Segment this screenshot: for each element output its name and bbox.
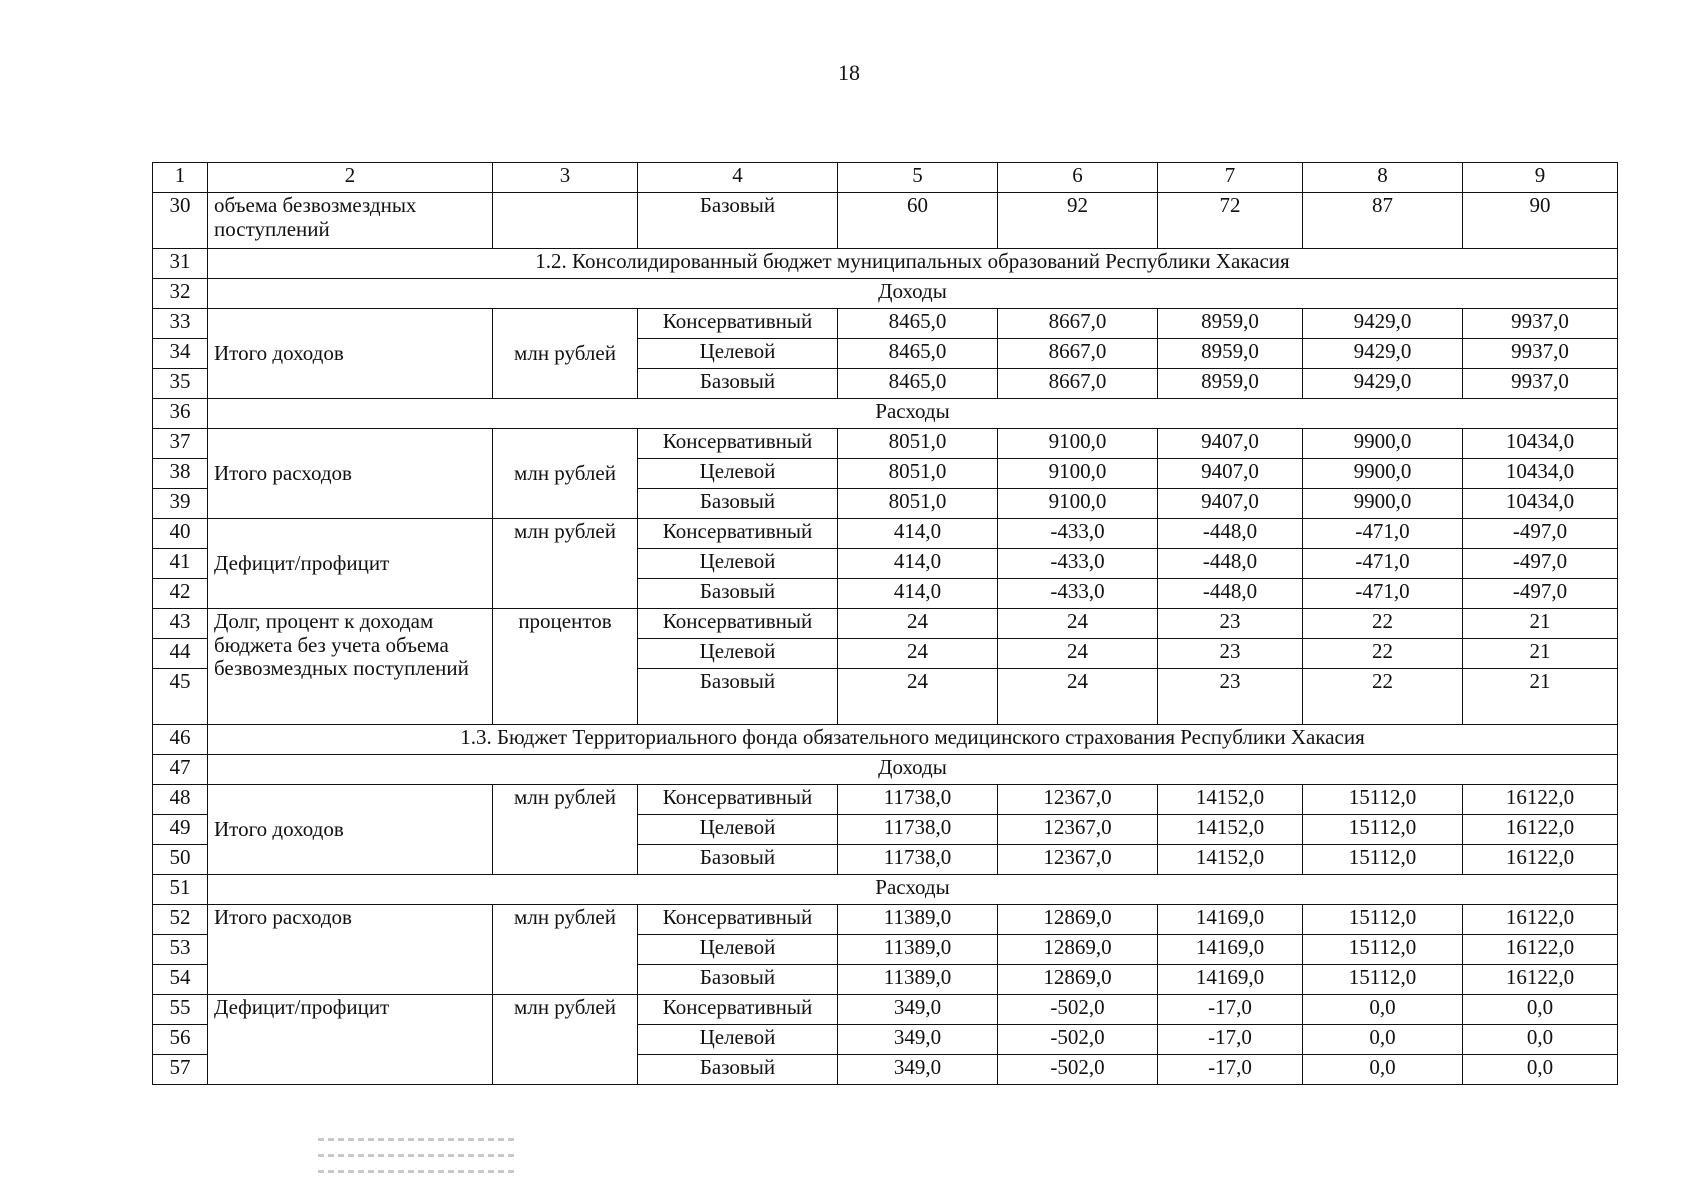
row-number-cell: 48 [153,785,208,815]
indicator-name-cell: Итого расходов [208,905,493,995]
row-number-cell: 47 [153,755,208,785]
row-number-cell: 41 [153,549,208,579]
value-cell: 9407,0 [1158,429,1303,459]
value-cell: 9407,0 [1158,489,1303,519]
section-title-cell: Доходы [208,279,1618,309]
value-cell: 0,0 [1463,995,1618,1025]
value-cell: 349,0 [838,1055,998,1085]
value-cell: 72 [1158,193,1303,249]
value-cell: -17,0 [1158,995,1303,1025]
value-cell: 9900,0 [1303,429,1463,459]
value-cell: 8051,0 [838,429,998,459]
value-cell: 9429,0 [1303,369,1463,399]
row-number-cell: 55 [153,995,208,1025]
row-number-cell: 50 [153,845,208,875]
value-cell: 0,0 [1303,1025,1463,1055]
scenario-cell: Базовый [638,845,838,875]
scenario-cell: Консервативный [638,309,838,339]
row-number-cell: 34 [153,339,208,369]
section-row [153,755,1618,785]
unit-cell: млн рублей [493,429,638,519]
column-number-cell: 7 [1158,163,1303,193]
row-number-cell: 42 [153,579,208,609]
value-cell: -471,0 [1303,549,1463,579]
scenario-cell: Целевой [638,339,838,369]
value-cell: 11389,0 [838,905,998,935]
page-number: 18 [838,60,860,85]
value-cell: 11738,0 [838,815,998,845]
value-cell: 10434,0 [1463,429,1618,459]
value-cell: 24 [838,609,998,639]
section-title-cell: 1.2. Консолидированный бюджет муниципальных образований Республики Хакасия [208,249,1618,279]
scenario-cell: Базовый [638,1055,838,1085]
value-cell: 8667,0 [998,369,1158,399]
scenario-cell: Консервативный [638,429,838,459]
value-cell: 15112,0 [1303,965,1463,995]
row-number-cell: 45 [153,669,208,725]
value-cell: 16122,0 [1463,905,1618,935]
table-row [153,519,1618,549]
value-cell: 9900,0 [1303,459,1463,489]
value-cell: 15112,0 [1303,905,1463,935]
value-cell: 12869,0 [998,935,1158,965]
value-cell: -502,0 [998,1025,1158,1055]
row-number-cell: 39 [153,489,208,519]
unit-cell [493,193,638,249]
row-number-cell: 52 [153,905,208,935]
scenario-cell: Целевой [638,549,838,579]
scenario-cell: Целевой [638,935,838,965]
value-cell: 349,0 [838,995,998,1025]
value-cell: 9937,0 [1463,339,1618,369]
row-number-cell: 54 [153,965,208,995]
value-cell: -433,0 [998,519,1158,549]
section-title-cell: Расходы [208,875,1618,905]
section-row [153,279,1618,309]
indicator-name-cell: Дефицит/профицит [208,995,493,1085]
column-number-cell: 6 [998,163,1158,193]
row-number-cell: 33 [153,309,208,339]
scenario-cell: Базовый [638,579,838,609]
value-cell: 8465,0 [838,369,998,399]
value-cell: 12869,0 [998,965,1158,995]
value-cell: 22 [1303,609,1463,639]
value-cell: 8051,0 [838,459,998,489]
value-cell: 8465,0 [838,309,998,339]
value-cell: 8959,0 [1158,369,1303,399]
value-cell: 12367,0 [998,785,1158,815]
value-cell: 14169,0 [1158,965,1303,995]
value-cell: 9937,0 [1463,369,1618,399]
value-cell: 22 [1303,669,1463,725]
unit-cell: млн рублей [493,519,638,609]
scenario-cell: Консервативный [638,905,838,935]
value-cell: -433,0 [998,549,1158,579]
value-cell: 8959,0 [1158,309,1303,339]
scenario-cell: Консервативный [638,609,838,639]
unit-cell: млн рублей [493,785,638,875]
scenario-cell: Базовый [638,965,838,995]
row-number-cell: 56 [153,1025,208,1055]
column-number-cell: 9 [1463,163,1618,193]
value-cell: 15112,0 [1303,785,1463,815]
value-cell: 14169,0 [1158,905,1303,935]
value-cell: -17,0 [1158,1055,1303,1085]
value-cell: 9100,0 [998,489,1158,519]
column-number-cell: 3 [493,163,638,193]
value-cell: 11738,0 [838,845,998,875]
column-number-cell: 1 [153,163,208,193]
value-cell: 24 [838,639,998,669]
section-row [153,399,1618,429]
value-cell: 60 [838,193,998,249]
value-cell: 21 [1463,669,1618,725]
value-cell: 22 [1303,639,1463,669]
section-row [153,249,1618,279]
value-cell: 9937,0 [1463,309,1618,339]
value-cell: -497,0 [1463,579,1618,609]
table-row [153,609,1618,639]
row-number-cell: 37 [153,429,208,459]
section-title-cell: 1.3. Бюджет Территориального фонда обязательного медицинского страхования Республики Хакасия [208,725,1618,755]
value-cell: 11738,0 [838,785,998,815]
scenario-cell: Базовый [638,193,838,249]
value-cell: 9100,0 [998,429,1158,459]
value-cell: 15112,0 [1303,815,1463,845]
unit-cell: млн рублей [493,995,638,1085]
row-number-cell: 32 [153,279,208,309]
value-cell: -497,0 [1463,519,1618,549]
value-cell: 21 [1463,609,1618,639]
value-cell: 12367,0 [998,815,1158,845]
unit-cell: процентов [493,609,638,725]
value-cell: 15112,0 [1303,845,1463,875]
value-cell: -17,0 [1158,1025,1303,1055]
indicator-name-cell: Итого расходов [208,429,493,519]
row-number-cell: 46 [153,725,208,755]
value-cell: 9429,0 [1303,309,1463,339]
column-number-cell: 4 [638,163,838,193]
table-row [153,309,1618,339]
unit-cell: млн рублей [493,905,638,995]
row-number-cell: 53 [153,935,208,965]
row-number-cell: 51 [153,875,208,905]
value-cell: 16122,0 [1463,815,1618,845]
value-cell: 11389,0 [838,935,998,965]
value-cell: 9407,0 [1158,459,1303,489]
value-cell: -448,0 [1158,579,1303,609]
row-number-cell: 57 [153,1055,208,1085]
value-cell: 0,0 [1303,1055,1463,1085]
value-cell: 16122,0 [1463,785,1618,815]
column-number-cell: 8 [1303,163,1463,193]
table-row [153,905,1618,935]
value-cell: 16122,0 [1463,845,1618,875]
value-cell: 414,0 [838,579,998,609]
scenario-cell: Базовый [638,369,838,399]
value-cell: -471,0 [1303,579,1463,609]
row-number-cell: 36 [153,399,208,429]
scenario-cell: Консервативный [638,519,838,549]
budget-forecast-table [152,162,1618,1085]
table-row [153,785,1618,815]
value-cell: 8465,0 [838,339,998,369]
value-cell: 14169,0 [1158,935,1303,965]
table-row [153,995,1618,1025]
row-number-cell: 49 [153,815,208,845]
scenario-cell: Консервативный [638,995,838,1025]
table-row [153,193,1618,249]
value-cell: -497,0 [1463,549,1618,579]
row-number-cell: 35 [153,369,208,399]
value-cell: 8959,0 [1158,339,1303,369]
scenario-cell: Целевой [638,1025,838,1055]
value-cell: -471,0 [1303,519,1463,549]
section-title-cell: Доходы [208,755,1618,785]
value-cell: 21 [1463,639,1618,669]
scenario-cell: Целевой [638,815,838,845]
table-body [153,163,1618,1085]
value-cell: 9100,0 [998,459,1158,489]
value-cell: 10434,0 [1463,459,1618,489]
value-cell: 9900,0 [1303,489,1463,519]
value-cell: 8667,0 [998,309,1158,339]
value-cell: 23 [1158,639,1303,669]
value-cell: 16122,0 [1463,935,1618,965]
value-cell: 16122,0 [1463,965,1618,995]
scenario-cell: Целевой [638,639,838,669]
value-cell: -448,0 [1158,519,1303,549]
scenario-cell: Консервативный [638,785,838,815]
value-cell: 0,0 [1463,1025,1618,1055]
row-number-cell: 43 [153,609,208,639]
column-number-cell: 5 [838,163,998,193]
value-cell: -433,0 [998,579,1158,609]
value-cell: 87 [1303,193,1463,249]
value-cell: 414,0 [838,549,998,579]
value-cell: 14152,0 [1158,815,1303,845]
value-cell: -502,0 [998,995,1158,1025]
scenario-cell: Базовый [638,669,838,725]
faint-stamp-mark [318,1125,518,1185]
value-cell: 12869,0 [998,905,1158,935]
unit-cell: млн рублей [493,309,638,399]
value-cell: -448,0 [1158,549,1303,579]
indicator-name-cell: Итого доходов [208,309,493,399]
scenario-cell: Базовый [638,489,838,519]
value-cell: 414,0 [838,519,998,549]
value-cell: 11389,0 [838,965,998,995]
value-cell: 90 [1463,193,1618,249]
section-row [153,875,1618,905]
value-cell: 0,0 [1303,995,1463,1025]
section-title-cell: Расходы [208,399,1618,429]
value-cell: 9429,0 [1303,339,1463,369]
value-cell: 92 [998,193,1158,249]
value-cell: 0,0 [1463,1055,1618,1085]
row-number-cell: 30 [153,193,208,249]
value-cell: 8051,0 [838,489,998,519]
section-row [153,725,1618,755]
scenario-cell: Целевой [638,459,838,489]
value-cell: -502,0 [998,1055,1158,1085]
indicator-name-cell: Долг, процент к доходам бюджета без учета объема безвозмездных поступлений [208,609,493,725]
row-number-cell: 38 [153,459,208,489]
header-row [153,163,1618,193]
column-number-cell: 2 [208,163,493,193]
indicator-name-cell: объема безвозмездных поступлений [208,193,493,249]
value-cell: 14152,0 [1158,785,1303,815]
value-cell: 24 [998,609,1158,639]
value-cell: 23 [1158,609,1303,639]
value-cell: 23 [1158,669,1303,725]
indicator-name-cell: Дефицит/профицит [208,519,493,609]
row-number-cell: 31 [153,249,208,279]
value-cell: 24 [838,669,998,725]
value-cell: 24 [998,669,1158,725]
indicator-name-cell: Итого доходов [208,785,493,875]
value-cell: 8667,0 [998,339,1158,369]
value-cell: 349,0 [838,1025,998,1055]
value-cell: 10434,0 [1463,489,1618,519]
value-cell: 12367,0 [998,845,1158,875]
row-number-cell: 44 [153,639,208,669]
value-cell: 24 [998,639,1158,669]
value-cell: 15112,0 [1303,935,1463,965]
row-number-cell: 40 [153,519,208,549]
value-cell: 14152,0 [1158,845,1303,875]
table-row [153,429,1618,459]
